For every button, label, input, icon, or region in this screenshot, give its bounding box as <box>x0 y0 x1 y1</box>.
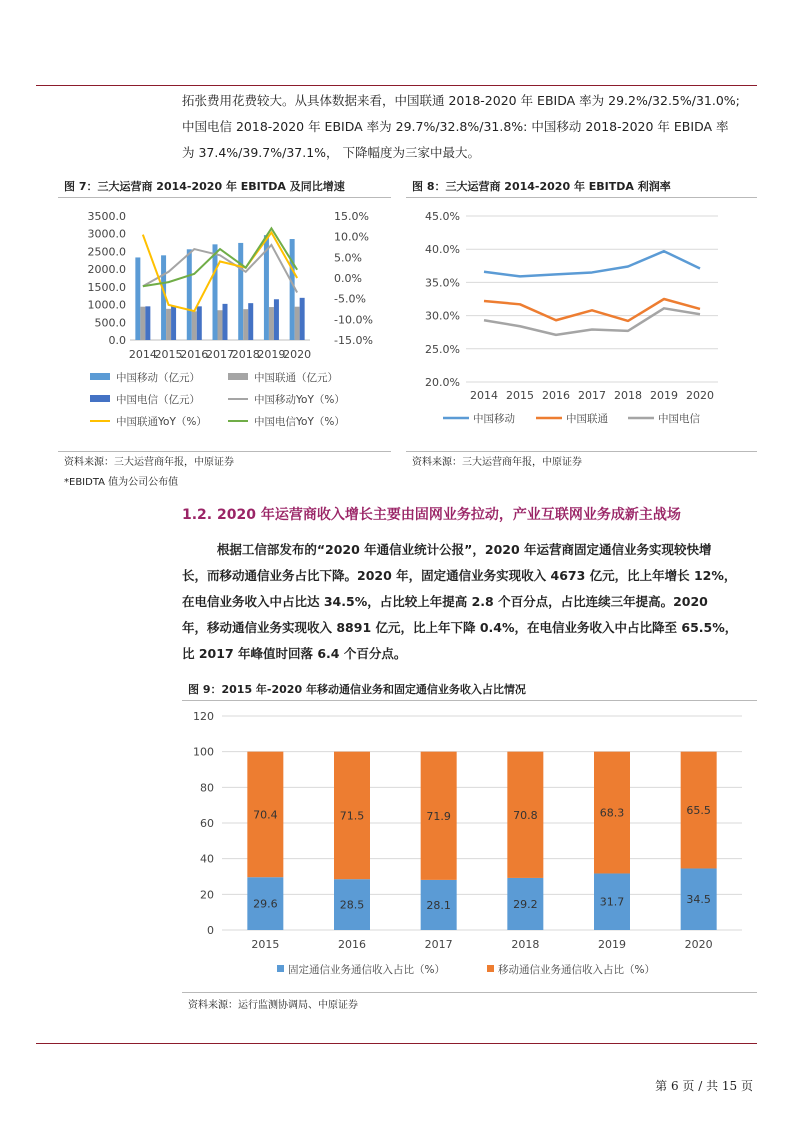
fig8-y-tick: 45.0% <box>425 210 460 223</box>
fig7-source: 资料来源：三大运营商年报，中原证券 <box>64 457 234 468</box>
intro-paragraph <box>182 88 757 166</box>
fig7-bar <box>269 307 274 340</box>
fig7-bar <box>166 309 171 340</box>
fig9-y-tick: 120 <box>193 710 214 723</box>
fig7-legend-label: 中国联通（亿元） <box>254 372 338 384</box>
body-line: 长，而移动通信业务占比下降。2020 年，固定通信业务实现收入 4673 亿元，比上年增长 12%， <box>182 568 737 583</box>
fig8-y-tick: 40.0% <box>425 243 460 257</box>
fig7-legend-swatch <box>90 395 110 402</box>
body-line: 在电信业务收入中占比达 34.5%，占比较上年提高 2.8 个百分点，占比连续三年提高。2020 <box>182 594 708 609</box>
fig9-data-label: 65.5 <box>686 804 711 818</box>
fig8-legend-label: 中国移动 <box>473 413 515 425</box>
fig8-legend-label: 中国联通 <box>566 413 608 425</box>
fig9-legend-label: 固定通信业务通信收入占比（%） <box>288 964 445 976</box>
fig7-bar <box>140 307 145 340</box>
fig7-right-tick: -10.0% <box>334 313 373 327</box>
fig8-y-tick: 35.0% <box>425 276 460 290</box>
fig9-x-tick: 2016 <box>338 938 366 951</box>
fig7-x-tick: 2014 <box>128 348 157 361</box>
fig8-x-tick: 2017 <box>578 389 606 402</box>
fig7-right-tick: 15.0% <box>334 210 369 223</box>
fig7-bar <box>243 309 248 340</box>
fig9-legend-swatch <box>487 965 494 972</box>
page-number: 第 6 页 / 共 15 页 <box>655 1079 753 1093</box>
fig7-left-tick: 1500.0 <box>87 280 126 294</box>
fig9-legend-label: 移动通信业务通信收入占比（%） <box>498 964 655 976</box>
fig7-right-tick: 0.0% <box>334 272 362 285</box>
fig8-x-tick: 2014 <box>470 389 498 402</box>
fig9-data-label: 70.8 <box>513 808 538 822</box>
fig9-y-tick: 80 <box>200 781 214 795</box>
fig7-x-tick: 2017 <box>206 348 234 361</box>
fig7-x-tick: 2015 <box>154 348 183 361</box>
fig7-bar <box>213 244 218 340</box>
fig9-y-tick: 40 <box>200 852 214 866</box>
fig9-y-tick: 100 <box>193 745 214 759</box>
fig7-chart <box>58 198 398 450</box>
fig9-data-label: 31.7 <box>599 895 625 909</box>
fig8-x-tick: 2019 <box>650 389 678 402</box>
body-line: 比 2017 年峰值时回落 6.4 个百分点。 <box>182 646 407 661</box>
fig8-x-tick: 2016 <box>542 389 570 402</box>
fig7-legend-label: 中国移动（亿元） <box>116 372 200 384</box>
fig9-data-label: 29.6 <box>253 897 278 911</box>
intro-line: 中国电信 2018-2020 年 EBIDA 率为 29.7%/32.8%/31.8%: 中国移动 2018-2020 年 EBIDA 率 <box>182 119 729 134</box>
fig9-y-tick: 60 <box>200 817 214 830</box>
fig9-data-label: 68.3 <box>599 806 625 820</box>
fig9-source: 资料来源：运行监测协调局、中原证券 <box>188 1000 358 1011</box>
fig7-right-tick: -15.0% <box>334 334 373 347</box>
fig9-x-tick: 2019 <box>598 938 626 951</box>
fig7-bar <box>248 303 253 340</box>
fig8-series-line <box>484 251 700 276</box>
intro-line: 拓张费用花费较大。从具体数据来看，中国联通 2018-2020 年 EBIDA 率为 29.2%/32.5%/31.0%; <box>182 93 740 108</box>
fig7-bar <box>218 310 223 340</box>
fig9-y-tick: 0 <box>207 924 214 937</box>
fig7-bar <box>135 257 140 340</box>
fig8-y-tick: 20.0% <box>425 376 460 389</box>
fig7-legend-label: 中国联通YoY（%） <box>116 416 207 428</box>
footer-rule <box>36 1043 757 1044</box>
fig9-data-label: 29.2 <box>513 897 538 911</box>
fig8-series-line <box>484 308 700 335</box>
fig7-bar <box>171 306 176 340</box>
fig8-bottom-rule <box>406 451 757 452</box>
fig7-bottom-rule <box>58 451 391 452</box>
fig9-chart <box>182 701 757 991</box>
fig8-title: 图 8：三大运营商 2014-2020 年 EBITDA 利润率 <box>412 180 671 193</box>
fig9-x-tick: 2018 <box>511 938 540 951</box>
fig7-left-tick: 0.0 <box>108 334 126 347</box>
body-line: 年，移动通信业务实现收入 8891 亿元，比上年下降 0.4%，在电信业务收入中占比降至 65.5%， <box>182 620 738 635</box>
body-line: 根据工信部发布的“2020 年通信业统计公报”，2020 年运营商固定通信业务实现较快增 <box>182 542 712 557</box>
fig7-left-tick: 500.0 <box>94 316 126 330</box>
fig8-x-tick: 2018 <box>614 389 642 402</box>
fig8-y-tick: 30.0% <box>425 309 460 323</box>
fig7-left-tick: 2000.0 <box>87 263 126 277</box>
fig7-right-tick: -5.0% <box>334 292 366 306</box>
fig9-legend-swatch <box>277 965 284 972</box>
fig7-bar <box>197 306 202 340</box>
fig8-y-tick: 25.0% <box>425 342 460 356</box>
intro-line: 为 37.4%/39.7%/37.1%， 下降幅度为三家中最大。 <box>182 145 480 160</box>
fig8-source: 资料来源：三大运营商年报，中原证券 <box>412 457 582 468</box>
fig8-legend-label: 中国电信 <box>658 413 700 425</box>
fig8-x-tick: 2020 <box>686 389 714 402</box>
fig7-left-tick: 3000.0 <box>87 227 126 241</box>
fig9-data-label: 28.5 <box>339 898 365 912</box>
fig7-legend-label: 中国电信YoY（%） <box>254 416 345 428</box>
fig9-data-label: 71.5 <box>339 809 365 823</box>
fig7-legend-swatch <box>228 373 248 380</box>
fig7-title: 图 7：三大运营商 2014-2020 年 EBITDA 及同比增速 <box>64 180 345 193</box>
fig7-left-tick: 3500.0 <box>87 210 126 223</box>
fig7-bar <box>187 249 192 340</box>
fig7-bar <box>290 239 295 340</box>
fig9-x-tick: 2020 <box>684 938 713 951</box>
fig9-title: 图 9：2015 年-2020 年移动通信业务和固定通信业务收入占比情况 <box>188 683 526 696</box>
fig7-x-tick: 2016 <box>180 348 209 361</box>
fig7-bar <box>238 243 243 340</box>
fig9-x-tick: 2017 <box>424 938 453 951</box>
fig7-note: *EBIDTA 值为公司公布值 <box>64 477 179 488</box>
fig9-x-tick: 2015 <box>251 938 280 951</box>
fig7-legend-swatch <box>90 373 110 380</box>
body-paragraph <box>182 537 757 667</box>
fig7-bar <box>300 298 305 340</box>
fig7-right-tick: 10.0% <box>334 230 369 244</box>
fig7-bar <box>145 306 150 340</box>
fig7-left-tick: 1000.0 <box>87 298 126 312</box>
fig9-data-label: 28.1 <box>426 898 451 912</box>
fig7-bar <box>223 304 228 340</box>
fig9-data-label: 70.4 <box>253 808 278 822</box>
fig7-legend-label: 中国移动YoY（%） <box>254 394 345 406</box>
fig7-bar <box>274 299 279 340</box>
fig8-x-tick: 2015 <box>506 389 534 402</box>
fig7-x-tick: 2020 <box>283 348 312 361</box>
fig7-x-tick: 2019 <box>257 348 286 361</box>
fig9-y-tick: 20 <box>200 888 214 902</box>
fig7-x-tick: 2018 <box>231 348 260 361</box>
section-heading: 1.2. 2020 年运营商收入增长主要由固网业务拉动，产业互联网业务成新主战场 <box>182 507 681 523</box>
fig7-left-tick: 2500.0 <box>87 245 126 259</box>
fig7-bar <box>192 311 197 340</box>
fig8-chart <box>406 198 757 450</box>
fig9-data-label: 34.5 <box>686 893 711 907</box>
fig7-right-tick: 5.0% <box>334 251 362 265</box>
header-rule <box>36 85 757 86</box>
fig9-bottom-rule <box>182 992 757 993</box>
fig7-legend-label: 中国电信（亿元） <box>116 394 200 406</box>
fig9-data-label: 71.9 <box>426 809 451 823</box>
fig7-bar <box>295 307 300 340</box>
